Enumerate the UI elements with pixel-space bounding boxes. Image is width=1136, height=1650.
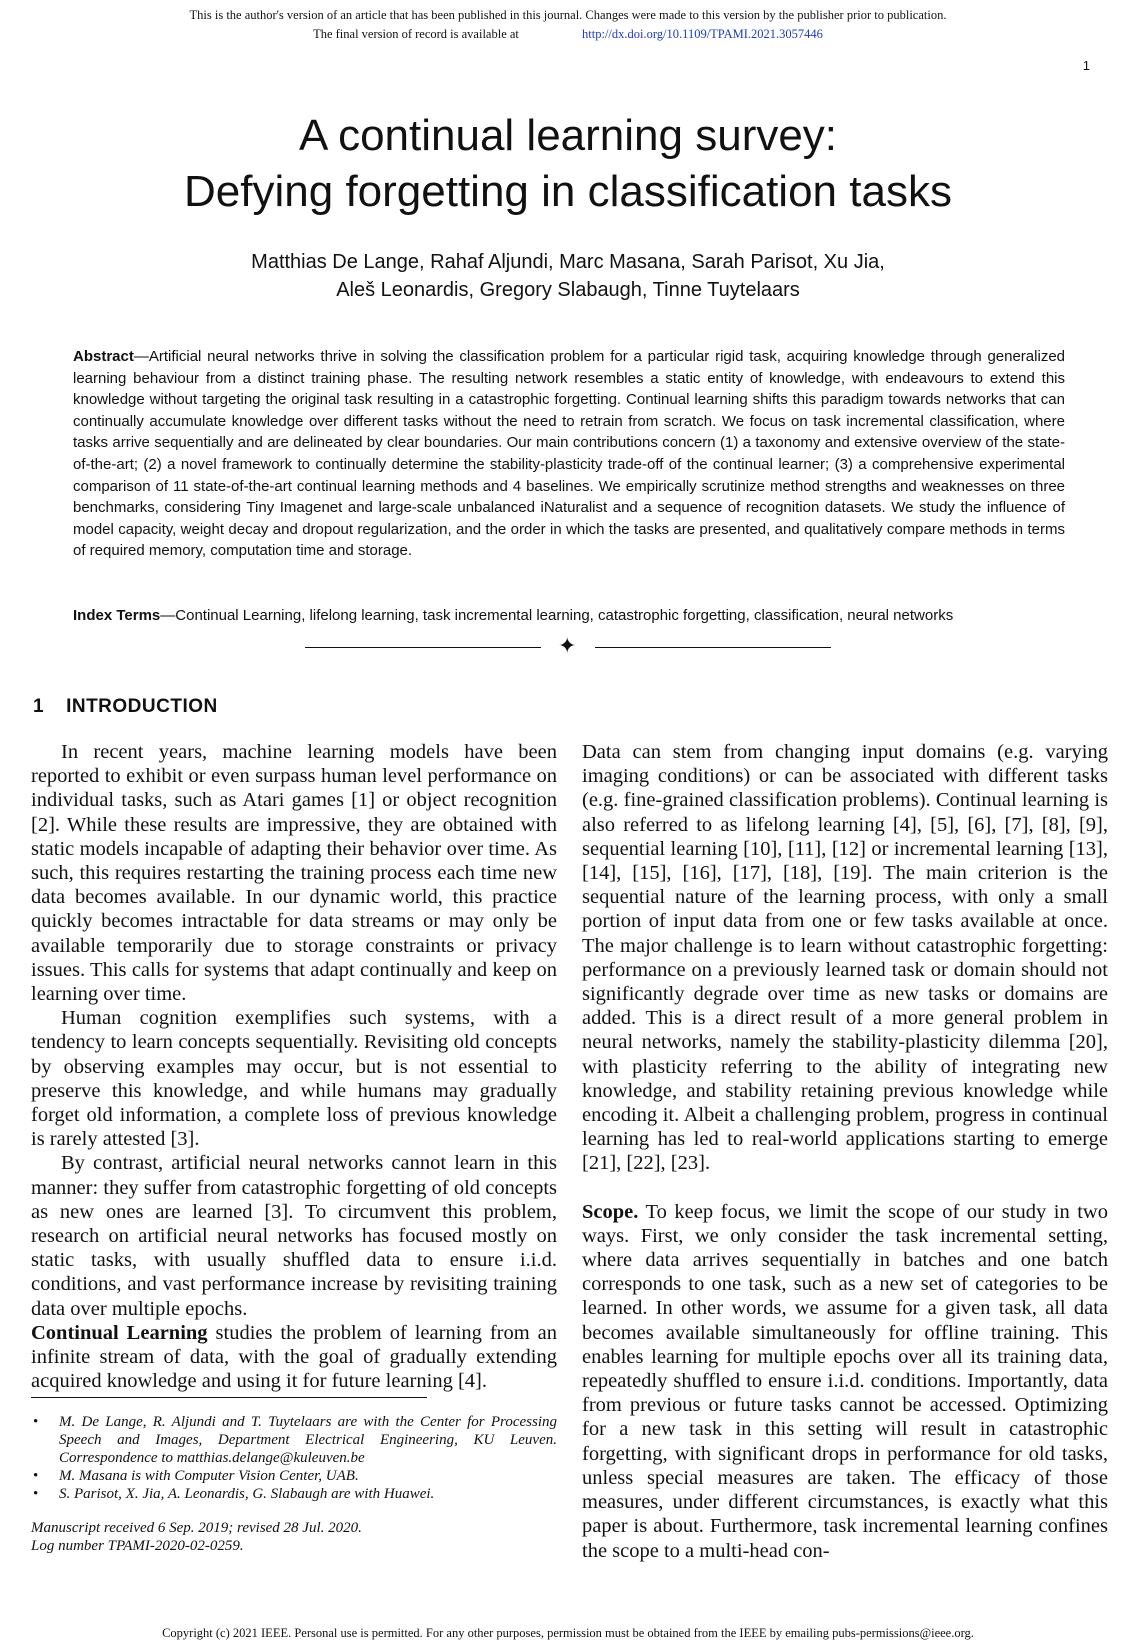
abstract [73,346,1065,562]
abstract-label: Abstract [73,348,134,365]
index-terms [73,605,1065,626]
divider-line-left [305,647,541,648]
paragraph [31,1321,557,1394]
paragraph: Data can stem from changing input domains (e.g. varying imaging conditions) or can be associated with different tasks (e.g. fine-grained classification problems). Continual learning is also referred to as lifelong learning [4], [5], [6], [7], [8], [9], sequential learning [10], [11], [12] or incremental learning [13], [14], [15], [16], [17], [18], [19]. The main criterion is the sequential nature of the learning process, with only a small portion of input data from one or few tasks available at once. The major challenge is to learn without catastrophic forgetting: performance on a previously learned task or domain should not significantly degrade over time as new tasks or domains are added. This is a direct result of a more general problem in neural networks, namely the stability-plasticity dilemma [20], with plasticity referring to the ability of integrating new knowledge, and stability retaining previous knowledge while encoding it. Albeit a challenging problem, progress in continual learning has led to real-world applications starting to emerge [21], [22], [23]. [582,741,1108,1175]
manuscript-line-2: Log number TPAMI-2020-02-0259. [31,1538,244,1554]
section-divider [305,636,831,660]
paragraph: Human cognition exemplifies such systems, with a tendency to learn concepts sequentially. Revisiting old concepts by observing examples may occur, but is not essential to preserve this knowledge, and while humans may gradually forget old information, a complete loss of previous knowledge is rarely attested [3]. [31,1007,557,1151]
notice-text: The final version of record is available at [313,27,519,41]
body-column-left [31,740,557,1393]
copyright-notice: Copyright (c) 2021 IEEE. Personal use is permitted. For any other purposes, permission must be obtained from the IEEE by emailing pubs-permissions@ieee.org. [162,1626,974,1640]
manuscript-info [31,1519,557,1555]
paragraph [582,1200,1108,1563]
notice-line-2 [0,25,1136,44]
paragraph-text: To keep focus, we limit the scope of our study in two ways. First, we only consider the task incremental setting, where data arrives sequentially in batches and one batch corresponds to one task, such as a new set of categories to be learned. In other words, we assume for a given task, all data becomes available simultaneously for offline training. This enables learning for multiple epochs over all its training data, repeatedly shuffled to ensure i.i.d. conditions. Importantly, data from previous or future tasks cannot be accessed. Optimizing for a new task in this setting will result in catastrophic forgetting, with significant drops in performance for old tasks, unless special measures are taken. The efficacy of those measures, under different circumstances, is exactly what this paper is about. Furthermore, task incremental learning confines the scope to a multi-head con- [582,1200,1108,1562]
divider-star-icon: ✦ [558,634,577,659]
index-terms-text: —Continual Learning, lifelong learning, task incremental learning, catastrophic forgetting, classification, neural networks [160,607,954,624]
paragraph: In recent years, machine learning models have been reported to exhibit or even surpass human level performance on individual tasks, such as Atari games [1] or object recognition [2]. While these results are impressive, they are obtained with static models incapable of adapting their behavior over time. As such, this requires restarting the training process each time new data becomes available. In our dynamic world, this practice quickly becomes intractable for data streams or may only be available temporarily due to storage constraints or privacy issues. This calls for systems that adapt continually and keep on learning over time. [31,741,557,1006]
index-terms-label: Index Terms [73,607,161,624]
abstract-text: —Artificial neural networks thrive in solving the classification problem for a particular rigid task, acquiring knowledge through generalized learning behaviour from a distinct training phase. The resulting network resembles a static entity of knowledge, with endeavours to extend this knowledge without targeting the original task resulting in a catastrophic forgetting. Continual learning shifts this paradigm towards networks that can continually accumulate knowledge over different tasks without the need to retrain from scratch. We focus on task incremental classification, where tasks arrive sequentially and are delineated by clear boundaries. Our main contributions concern (1) a taxonomy and extensive overview of the state-of-the-art; (2) a novel framework to continually determine the stability-plasticity trade-off of the continual learner; (3) a comprehensive experimental comparison of 11 state-of-the-art continual learning methods and 4 baselines. We empirically scrutinize method strengths and weaknesses on three benchmarks, considering Tiny Imagenet and large-scale unbalanced iNaturalist and a sequence of recognition datasets. We study the influence of model capacity, weight decay and dropout regularization, and the order in which the tasks are presented, and qualitatively compare methods in terms of required memory, computation time and storage. [73,348,1065,560]
run-in-heading: Scope. [582,1200,639,1223]
affiliation-item: • S. Parisot, X. Jia, A. Leonardis, G. Slabaugh are with Huawei. [31,1485,557,1503]
affiliation-item: • M. De Lange, R. Aljundi and T. Tuytelaars are with the Center for Processing Speech and Images, Department Electrical Engineering, KU Leuven. Correspondence to matthias.delange@kuleuven.be [31,1413,557,1467]
publication-notice [0,6,1136,44]
doi-link[interactable]: http://dx.doi.org/10.1109/TPAMI.2021.3057446 [582,27,823,41]
authors-line-2: Aleš Leonardis, Gregory Slabaugh, Tinne Tuytelaars [336,279,800,301]
run-in-heading: Continual Learning [31,1321,208,1344]
author-list [0,248,1136,304]
section-title: INTRODUCTION [66,696,218,717]
page-number: 1 [1082,58,1090,73]
body-column-right [582,740,1108,1563]
title-line-2: Defying forgetting in classification tasks [184,167,952,216]
manuscript-line-1: Manuscript received 6 Sep. 2019; revised 28 Jul. 2020. [31,1520,362,1536]
authors-line-1: Matthias De Lange, Rahaf Aljundi, Marc Masana, Sarah Parisot, Xu Jia, [251,251,885,273]
paragraph-text: studies the problem of learning from an infinite stream of data, with the goal of gradually extending acquired knowledge and using it for future learning [4]. [31,1321,557,1393]
title-line-1: A continual learning survey: [298,111,838,160]
section-number: 1 [33,696,45,717]
paragraph: By contrast, artificial neural networks cannot learn in this manner: they suffer from catastrophic forgetting of old concepts as new ones are learned [3]. To circumvent this problem, research on artificial neural networks has focused mostly on static tasks, with usually shuffled data to ensure i.i.d. conditions, and vast performance increase by revisiting training data over multiple epochs. [31,1152,557,1320]
section-heading [33,696,218,718]
notice-line-1: This is the author's version of an article that has been published in this journal. Changes were made to this version by the publisher prior to publication. [189,8,947,22]
footnotes [31,1413,557,1555]
affiliation-item: • M. Masana is with Computer Vision Center, UAB. [31,1467,557,1485]
footnote-rule [31,1397,427,1398]
affiliation-list [31,1413,557,1503]
paper-title [0,108,1136,220]
divider-line-right [595,647,831,648]
